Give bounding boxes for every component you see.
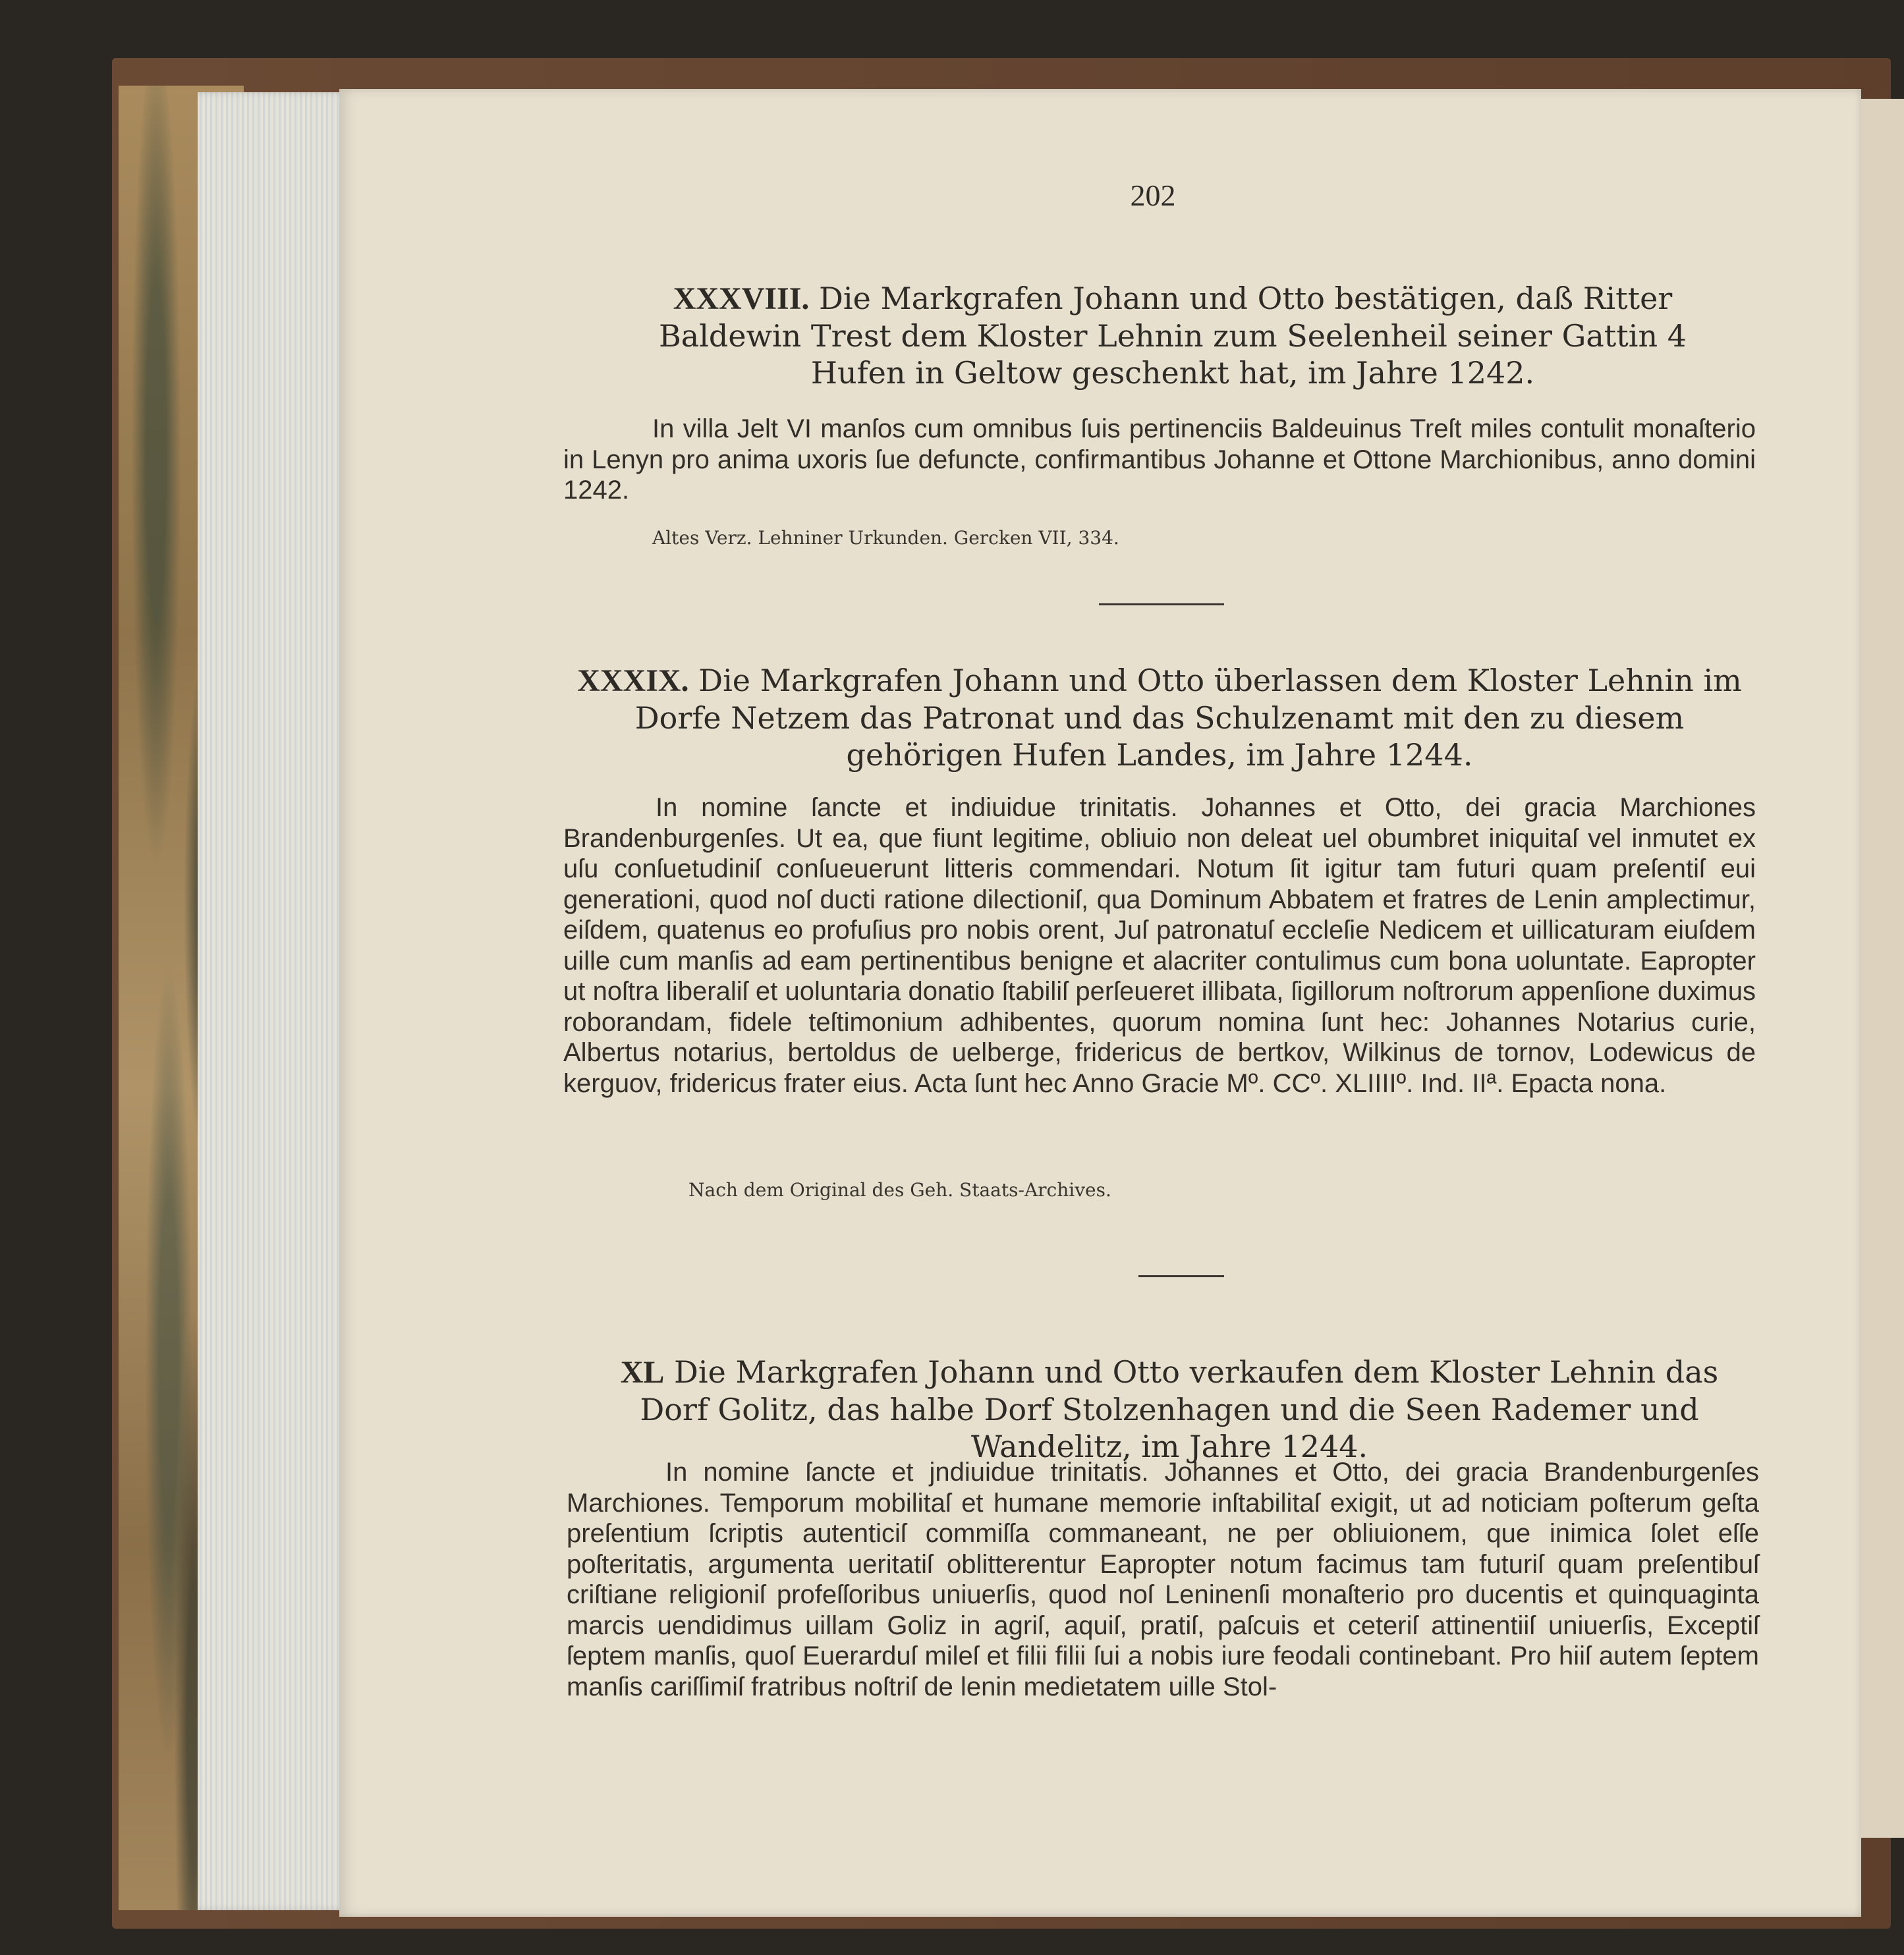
section-body: In nomine ſancte et jndiuidue trinitatis. Johannes et Otto, dei gracia Brandenburgenſes Marchiones. Temporum mobilitaſ et humane memorie inſtabilitaſ exigit, ut ad noticiam poſterum geſta preſentium ſcriptis autenticiſ commiſſa commaneant, ne per obliuionem, que inimica ſolet eſſe poſteritatis, argumenta ueritatiſ oblitterentur Eapropter notum facimus tam futuriſ quam preſentibuſ criſtiane religioniſ profeſſoribus uniuerſis, quod noſ Leninenſi monaſterio pro ducentis et quinquaginta marcis uendidimus uillam Goliz in agriſ, aquiſ, pratiſ, paſcuis et ceteriſ attinentiiſ uniuerſis, Exceptiſ ſeptem manſis, quoſ Euerarduſ mileſ et filii filii ſui a nobis iure feodali continebant. Pro hiiſ autem ſeptem manſis cariſſimiſ fratribus noſtriſ de lenin medietatem uille Stol- (567, 1458, 1759, 1701)
section-number: XL (620, 1355, 665, 1390)
section-divider (1099, 603, 1224, 605)
section-source: Nach dem Original des Geh. Staats-Archives. (688, 1179, 1111, 1201)
section-body: In villa Jelt VI manſos cum omnibus ſuis pertinenciis Baldeuinus Treſt miles contulit monaſterio in Lenyn pro anima uxoris ſue defuncte, confirmantibus Johanne et Ottone Marchionibus, anno domini 1242. (563, 414, 1756, 505)
page-number: 202 (1130, 179, 1176, 212)
section-body: In nomine ſancte et indiuidue trinitatis. Johannes et Otto, dei gracia Marchiones Brandenburgenſes. Ut ea, que fiunt legitime, obliuio non deleat uel obumbret iniquitaſ vel inmutet ex uſu conſuetudiniſ conſueuerunt litteris commendari. Notum ſit igitur tam futuri quam preſentiſ eui generationi, quod noſ ducti ratione dilectioniſ, qua Dominum Abbatem et fratres de Lenin amplectimur, eiſdem, quatenus eo profuſius pro nobis orent, Juſ patronatuſ eccleſie Nedicem et uillicaturam eiuſdem uille cum manſis ad eam pertinentibus benigne et alacriter contulimus cum bona uoluntate. Eapropter ut noſtra liberaliſ et uoluntaria donatio ſtabiliſ perſeueret illibata, ſigillorum noſtrorum appenſione duximus roborandam, fidele teſtimonium adhibentes, quorum nomina ſunt hec: Johannes Notarius curie, Albertus notarius, bertoldus de uelberge, fridericus de bertkov, Wilkinus de tornov, Lodewicus de kerguov, fridericus frater eius. Acta ſunt hec Anno Gracie Mº. CCº. XLIIIIº. Ind. IIª. Epacta nona. (563, 793, 1756, 1098)
section-heading (613, 1354, 1726, 1465)
page-edges (198, 92, 349, 1910)
section-title: Die Markgrafen Johann und Otto bestätigen, daß Ritter Baldewin Trest dem Kloster Lehnin zum Seelenheil seiner Gattin 4 Hufen in Geltow geschenkt hat, im Jahre 1242. (658, 281, 1687, 391)
section-title: Die Markgrafen Johann und Otto überlassen dem Kloster Lehnin im Dorfe Netzem das Patronat und das Schulzenamt mit den zu diesem gehörigen Hufen Landes, im Jahre 1244. (634, 663, 1742, 773)
section-source: Altes Verz. Lehniner Urkunden. Gercken VII, 334. (652, 527, 1119, 549)
section-heading (616, 280, 1729, 391)
section-divider (1138, 1275, 1224, 1277)
section-number: XXXVIII. (673, 281, 810, 316)
section-title: Die Markgrafen Johann und Otto verkaufen dem Kloster Lehnin das Dorf Golitz, das halbe Dorf Stolzenhagen und die Seen Rademer und Wandelitz, im Jahre 1244. (640, 1354, 1719, 1464)
section-heading (567, 662, 1752, 773)
section-number: XXXIX. (577, 663, 689, 698)
